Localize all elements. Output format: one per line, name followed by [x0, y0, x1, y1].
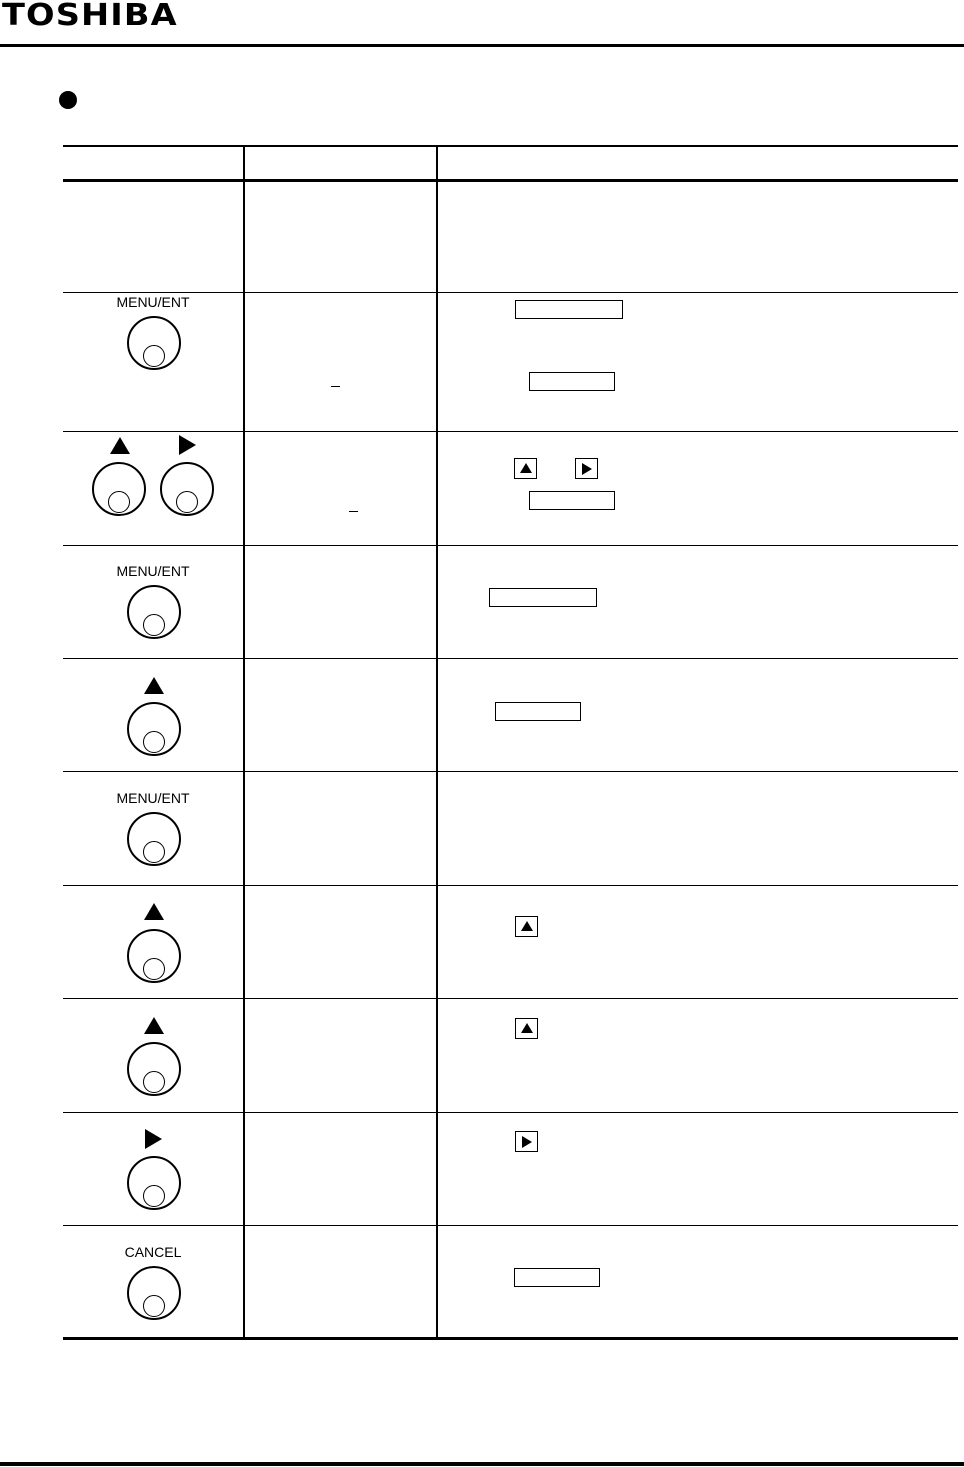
up-key-icon — [127, 702, 181, 756]
cancel-key-icon — [127, 1266, 181, 1320]
lcd-display-box — [489, 588, 597, 607]
up-arrow-icon — [144, 677, 164, 694]
row-divider — [63, 1225, 958, 1226]
column-divider — [243, 145, 245, 1340]
up-key-inline-icon — [515, 916, 538, 937]
up-arrow-icon — [144, 903, 164, 920]
right-arrow-icon — [179, 435, 196, 455]
key-label: MENU/ENT — [116, 294, 190, 310]
key-label: CANCEL — [124, 1244, 182, 1260]
row-divider — [63, 998, 958, 999]
row-divider — [63, 292, 958, 293]
lcd-display-box — [529, 372, 615, 391]
row-divider — [63, 545, 958, 546]
table-header-rule — [63, 179, 958, 182]
right-key-icon — [127, 1156, 181, 1210]
menu-ent-key-icon — [127, 316, 181, 370]
table-bottom-rule — [63, 1337, 958, 1340]
row-divider — [63, 885, 958, 886]
menu-ent-key-icon — [127, 812, 181, 866]
cursor-underline — [349, 511, 358, 512]
up-key-icon — [92, 462, 146, 516]
up-arrow-icon — [144, 1017, 164, 1034]
lcd-display-box — [515, 300, 623, 319]
cursor-underline — [331, 386, 340, 387]
lcd-display-box — [495, 702, 581, 721]
lcd-display-box — [529, 491, 615, 510]
up-arrow-icon — [110, 437, 130, 454]
row-divider — [63, 1112, 958, 1113]
right-key-inline-icon — [575, 458, 598, 479]
header-rule — [0, 44, 964, 47]
up-key-icon — [127, 1042, 181, 1096]
lcd-display-box — [514, 1268, 600, 1287]
up-key-inline-icon — [515, 1018, 538, 1039]
row-divider — [63, 658, 958, 659]
right-key-icon — [160, 462, 214, 516]
key-label: MENU/ENT — [116, 790, 190, 806]
up-key-icon — [127, 929, 181, 983]
table-top-rule — [63, 145, 958, 147]
footer-rule — [0, 1462, 964, 1466]
column-divider — [436, 145, 438, 1340]
right-arrow-icon — [145, 1129, 162, 1149]
row-divider — [63, 771, 958, 772]
menu-ent-key-icon — [127, 585, 181, 639]
section-bullet-icon — [59, 91, 77, 109]
toshiba-logo: TOSHIBA — [2, 0, 178, 33]
row-divider — [63, 431, 958, 432]
up-key-inline-icon — [514, 458, 537, 479]
key-label: MENU/ENT — [116, 563, 190, 579]
right-key-inline-icon — [515, 1131, 538, 1152]
